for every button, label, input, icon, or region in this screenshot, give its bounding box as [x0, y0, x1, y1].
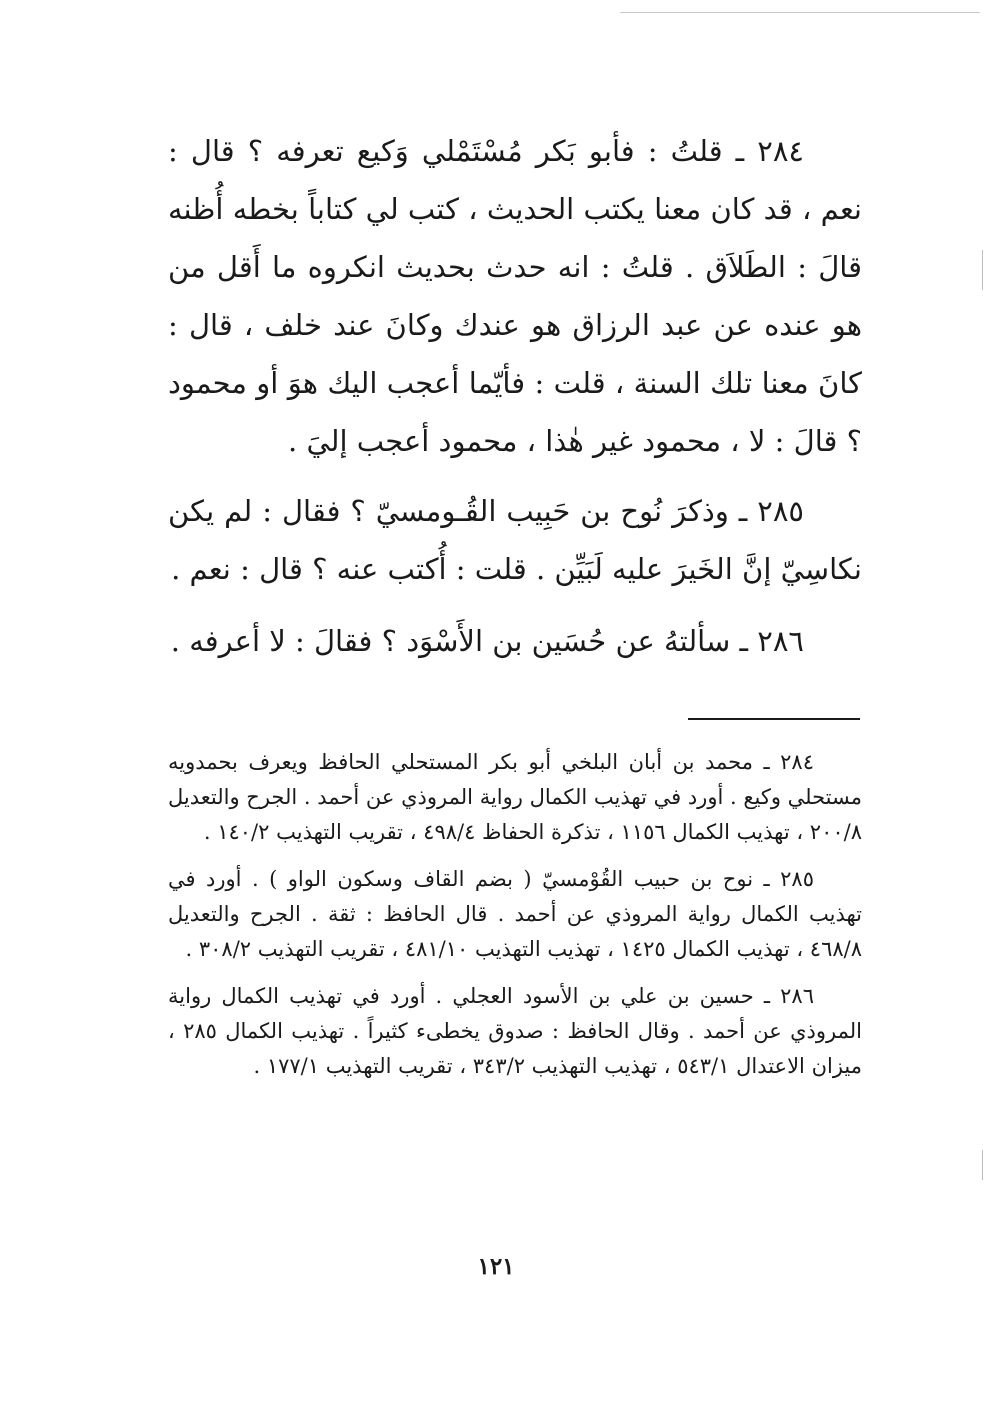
page-number: ١٢١ [477, 1253, 515, 1280]
main-text [168, 122, 862, 670]
entry-284: ٢٨٤ ـ قلتُ : فأبو بَكر مُسْتَمْلي وَكيع تعرفه ؟ قال : نعم ، قد كان معنا يكتب الحديث ، كتب لي كتاباً بخطه أُظنه قالَ : الطَلاَق . قلتُ : انه حدث بحديث انكروه ما أَقل من هو عنده عن عبد الرزاق هو عندك وكانَ عند خلف ، قال : كانَ معنا تلك السنة ، قلت : فأيّما أعجب اليك هوَ أو محمود ؟ قالَ : لا ، محمود غير هٰذا ، محمود أعجب إليَ . [168, 134, 862, 458]
scan-margin-mark [982, 250, 983, 290]
scan-margin-mark [982, 1150, 983, 1180]
footnotes [168, 745, 862, 1096]
scan-edge-line [620, 12, 980, 13]
footnote-286: ٢٨٦ ـ حسين بن علي بن الأسود العجلي . أورد في تهذيب الكمال رواية المروذي عن أحمد . وقال الحافظ : صدوق يخطىء كثيراً . تهذيب الكمال ٢٨٥ ، ميزان الاعتدال ٥٤٣/١ ، تهذيب التهذيب ٣٤٣/٢ ، تقريب التهذيب ١٧٧/١ . [168, 984, 862, 1078]
footnote-284: ٢٨٤ ـ محمد بن أبان البلخي أبو بكر المستحلي الحافظ ويعرف بحمدويه مستحلي وكيع . أورد في تهذيب الكمال رواية المروذي عن أحمد . الجرح والتعديل ٢٠٠/٨ ، تهذيب الكمال ١١٥٦ ، تذكرة الحفاظ ٤٩٨/٤ ، تقريب التهذيب ١٤٠/٢ . [168, 750, 862, 844]
footnote-285: ٢٨٥ ـ نوح بن حبيب القُوْمسيّ ( بضم القاف وسكون الواو ) . أورد في تهذيب الكمال رواية المروذي عن أحمد . قال الحافظ : ثقة . الجرح والتعديل ٤٦٨/٨ ، تهذيب الكمال ١٤٢٥ ، تهذيب التهذيب ٤٨١/١٠ ، تقريب التهذيب ٣٠٨/٢ . [168, 867, 862, 961]
entry-286: ٢٨٦ ـ سألتهُ عن حُسَين بن الأَسْوَد ؟ فقالَ : لا أعرفه . [170, 624, 804, 658]
footnote-separator [688, 718, 860, 720]
entry-285: ٢٨٥ ـ وذكرَ نُوح بن حَبِيب القُـومسيّ ؟ فقال : لم يكن نكاسِيّ إنَّ الخَيرَ عليه لَبَيِّن . قلت : أُكتب عنه ؟ قال : نعم . [168, 494, 862, 586]
